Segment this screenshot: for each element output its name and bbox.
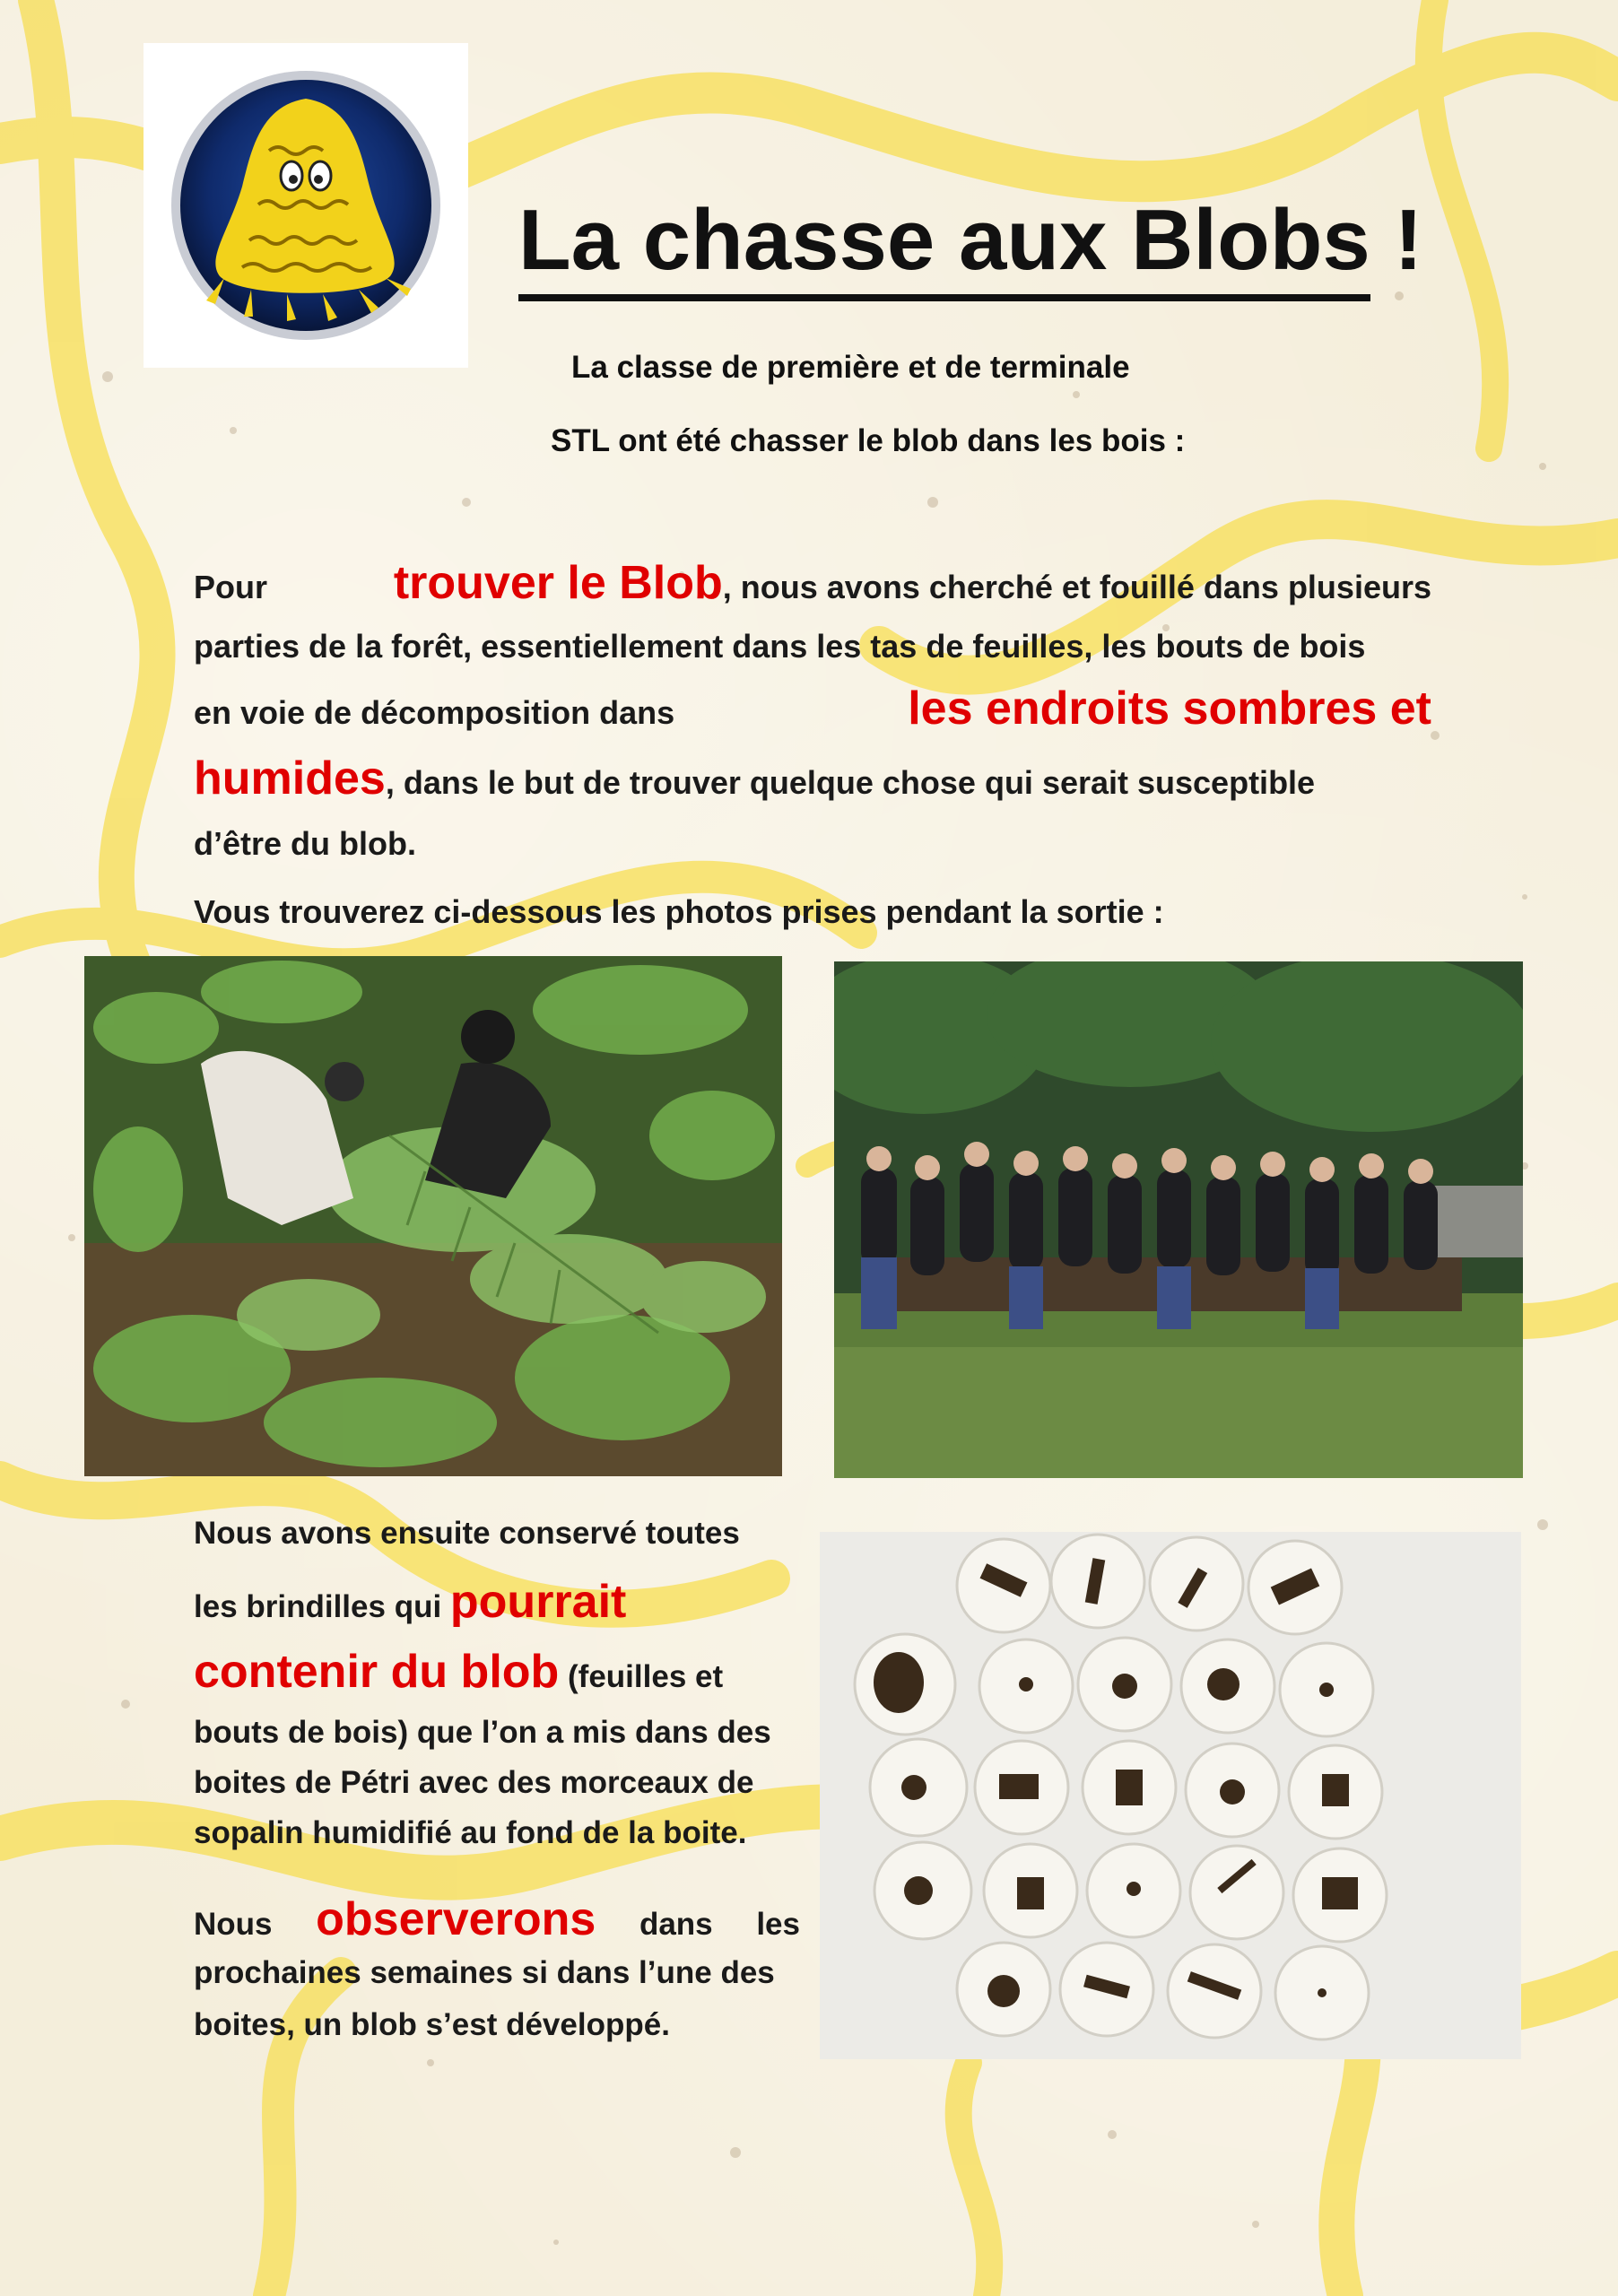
highlight-blob-content: contenir du blob (194, 1646, 560, 1698)
title-underline (518, 294, 1370, 301)
intro-text: en voie de décomposition dans (194, 694, 675, 731)
intro-text: , dans le but de trouver quelque chose qui serait susceptible (385, 764, 1316, 801)
photo-students-searching-forest (84, 956, 782, 1476)
intro-line-4 (194, 752, 1315, 805)
observation-paragraph (194, 1892, 800, 2072)
subtitle-line-1: La classe de première et de terminale (571, 350, 1130, 385)
photos-caption: Vous trouverez ci-dessous les photos prises pendant la sortie : (194, 893, 1164, 930)
conservation-text: les brindilles qui (194, 1589, 442, 1624)
conservation-line-4: bouts de bois) que l’on a mis dans des (194, 1715, 771, 1750)
intro-line-1 (194, 556, 1431, 610)
observation-line-3: boites, un blob s’est développé. (194, 2007, 670, 2042)
photo-class-group (834, 961, 1523, 1478)
observation-text: dans (639, 1907, 713, 1942)
conservation-line-1: Nous avons ensuite conservé toutes (194, 1516, 740, 1551)
observation-text: les (756, 1907, 800, 1942)
conservation-text: (feuilles et (559, 1659, 724, 1694)
blob-mascot-icon (144, 43, 468, 368)
highlight-find-blob: trouver le Blob (393, 557, 723, 609)
conservation-line-2 (194, 1575, 626, 1629)
observation-line-2: prochaines semaines si dans l’une des (194, 1955, 775, 1990)
blob-logo (144, 43, 468, 368)
conservation-line-3 (194, 1645, 723, 1699)
photo-petri-dishes (820, 1532, 1521, 2059)
highlight-humid: humides (194, 752, 386, 804)
intro-text: Pour (194, 569, 268, 605)
intro-highlight (394, 556, 1431, 610)
intro-line-2: parties de la forêt, essentiellement dans les tas de feuilles, les bouts de bois (194, 628, 1366, 665)
conservation-line-5: boites de Pétri avec des morceaux de (194, 1765, 754, 1800)
highlight-dark-places: les endroits sombres et (908, 683, 1431, 735)
conservation-paragraph (194, 1516, 800, 1857)
subtitle-line-2: STL ont été chasser le blob dans les bois : (551, 423, 1186, 458)
intro-line-3 (194, 682, 1431, 735)
intro-line-5: d’être du blob. (194, 825, 416, 862)
observation-text: Nous (194, 1907, 273, 1942)
observation-line-1 (194, 1892, 800, 1946)
conservation-line-6: sopalin humidifié au fond de la boite. (194, 1815, 747, 1850)
highlight-observe: observerons (316, 1893, 596, 1945)
highlight-could-contain: pourrait (449, 1576, 627, 1628)
intro-text: , nous avons cherché et fouillé dans plusieurs (722, 569, 1431, 605)
page-title: La chasse aux Blobs ! (518, 192, 1423, 288)
